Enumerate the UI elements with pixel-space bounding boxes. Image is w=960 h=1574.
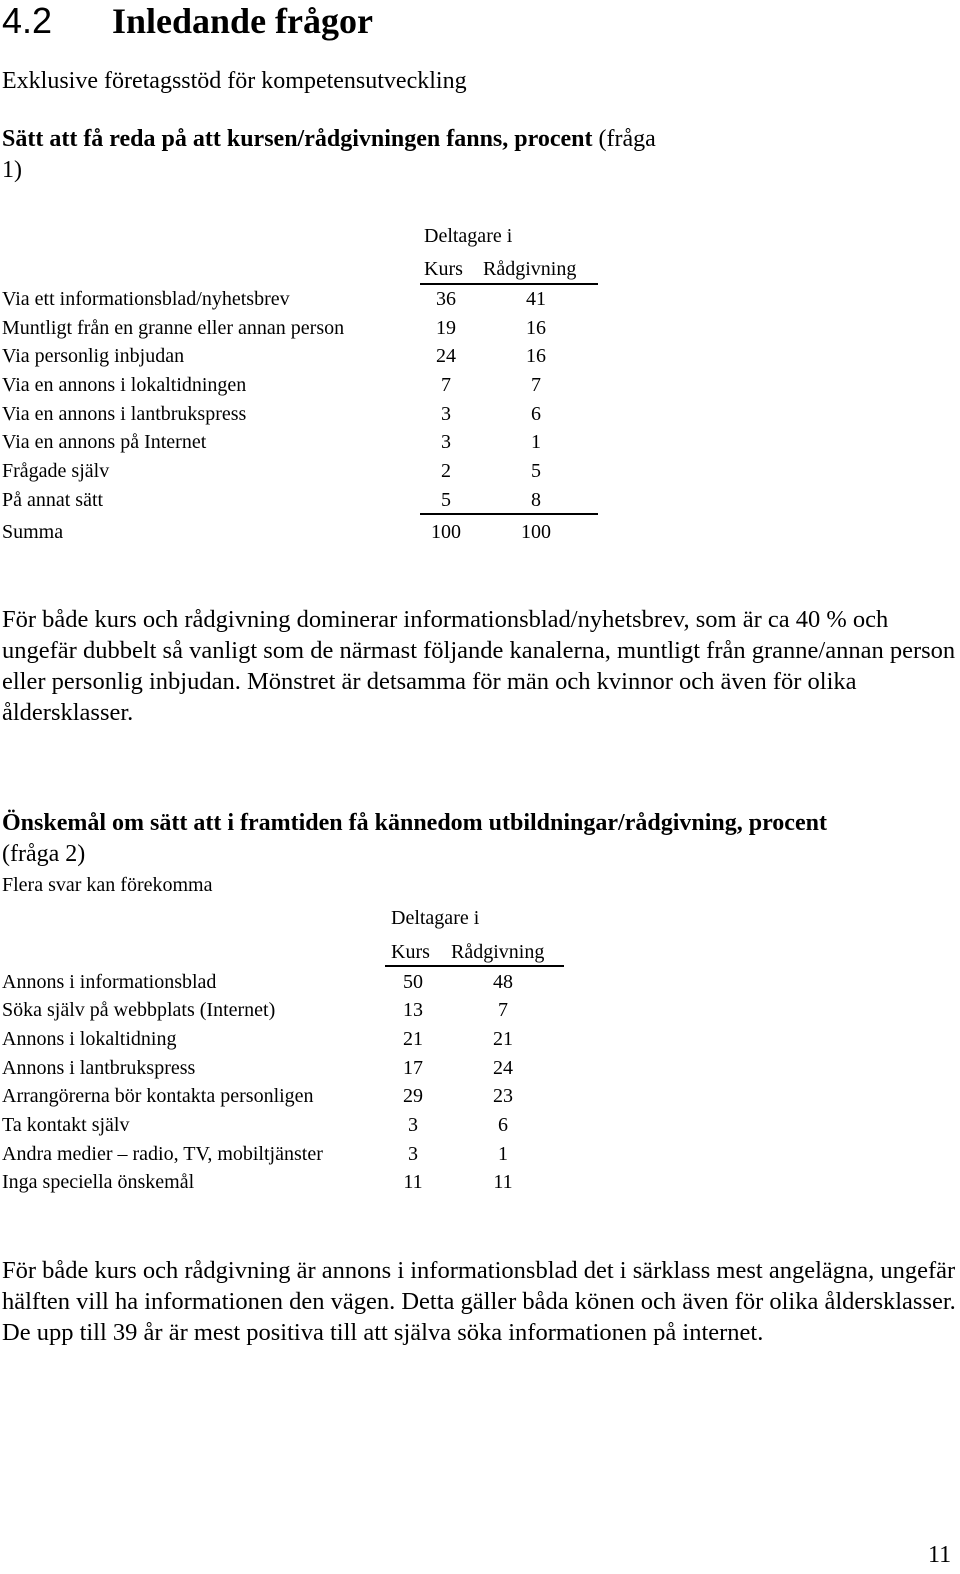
table-row-label: Annons i lantbrukspress: [2, 1057, 196, 1079]
table-cell-kurs: 5: [441, 489, 451, 511]
table-row-label: Via personlig inbjudan: [2, 345, 185, 367]
section-heading: [2, 0, 373, 42]
table1-caption-bold: Sätt att få reda på att kursen/rådgivningen fanns, procent: [2, 126, 593, 152]
table2-note: Flera svar kan förekomma: [2, 874, 213, 896]
table-row-label: Via ett informationsblad/nyhetsbrev: [2, 288, 290, 310]
table-cell-kurs: 50: [403, 971, 423, 993]
table1-sum-radgivning: 100: [521, 521, 551, 543]
table-cell-radgivning: 16: [526, 345, 546, 367]
subtitle: Exklusive företagsstöd för kompetensutveckling: [2, 68, 467, 94]
table-row-label: Annons i lokaltidning: [2, 1028, 177, 1050]
table-cell-radgivning: 41: [526, 288, 546, 310]
table-cell-radgivning: 24: [493, 1057, 513, 1079]
table-cell-kurs: 24: [436, 345, 456, 367]
table-row-label: Arrangörerna bör kontakta personligen: [2, 1085, 314, 1107]
table-cell-radgivning: 1: [498, 1143, 508, 1165]
table-cell-kurs: 3: [441, 431, 451, 453]
table-cell-kurs: 2: [441, 460, 451, 482]
table-cell-kurs: 17: [403, 1057, 423, 1079]
table1-caption-suffix: (fråga: [592, 126, 656, 152]
table-cell-kurs: 21: [403, 1028, 423, 1050]
table1-col-kurs: Kurs: [424, 258, 463, 280]
table-cell-kurs: 19: [436, 317, 456, 339]
table-row-label: Muntligt från en granne eller annan person: [2, 317, 345, 339]
table-cell-radgivning: 6: [531, 403, 541, 425]
table-cell-radgivning: 1: [531, 431, 541, 453]
table-cell-radgivning: 16: [526, 317, 546, 339]
table1-caption: [2, 126, 656, 153]
table-cell-radgivning: 7: [498, 999, 508, 1021]
section-number: 4.2: [2, 0, 53, 41]
table-row-label: Inga speciella önskemål: [2, 1171, 195, 1193]
table-row-label: Annons i informationsblad: [2, 971, 217, 993]
table-row-label: Via en annons på Internet: [2, 431, 207, 453]
section-title: Inledande frågor: [112, 1, 373, 41]
table-row-label: Via en annons i lantbrukspress: [2, 403, 247, 425]
page-number: 11: [928, 1542, 952, 1568]
table-cell-radgivning: 8: [531, 489, 541, 511]
table-row-label: Ta kontakt själv: [2, 1114, 130, 1136]
table-cell-radgivning: 11: [493, 1171, 513, 1193]
table2-header-group: Deltagare i: [391, 907, 480, 929]
table-row-label: På annat sätt: [2, 489, 104, 511]
table1-sum-kurs: 100: [431, 521, 461, 543]
table-cell-kurs: 3: [441, 403, 451, 425]
table-cell-kurs: 29: [403, 1085, 423, 1107]
table1-col-radgivning: Rådgivning: [483, 258, 577, 280]
table2-caption-suffix: (fråga 2): [2, 841, 86, 867]
table-row-label: Via en annons i lokaltidningen: [2, 374, 247, 396]
table1-sum-label: Summa: [2, 521, 64, 543]
table-row-label: Andra medier – radio, TV, mobiltjänster: [2, 1143, 323, 1165]
table2-col-kurs: Kurs: [391, 941, 430, 963]
table-cell-kurs: 3: [408, 1143, 418, 1165]
table-cell-radgivning: 7: [531, 374, 541, 396]
table-cell-radgivning: 48: [493, 971, 513, 993]
table1-header-group: Deltagare i: [424, 225, 513, 247]
paragraph-1: För både kurs och rådgivning dominerar informationsblad/nyhetsbrev, som är ca 40 % och ungefär dubbelt så vanligt som de närmast följande kanalerna, muntligt från granne/annan person eller personlig inbjudan. Mönstret är detsamma för män och kvinnor och även för olika åldersklasser.: [2, 606, 956, 726]
table-cell-radgivning: 23: [493, 1085, 513, 1107]
table-cell-radgivning: 6: [498, 1114, 508, 1136]
table2-header-rule: [385, 965, 564, 967]
table-cell-kurs: 36: [436, 288, 456, 310]
table-row-label: Söka själv på webbplats (Internet): [2, 999, 276, 1021]
table1-sum-rule: [420, 513, 598, 515]
table-cell-kurs: 13: [403, 999, 423, 1021]
table-cell-radgivning: 5: [531, 460, 541, 482]
table-cell-radgivning: 21: [493, 1028, 513, 1050]
table1-caption-line2: 1): [2, 157, 22, 183]
table2-col-radgivning: Rådgivning: [451, 941, 545, 963]
table-cell-kurs: 3: [408, 1114, 418, 1136]
table-row-label: Frågade själv: [2, 460, 110, 482]
table-cell-kurs: 7: [441, 374, 451, 396]
table2-caption: Önskemål om sätt att i framtiden få kännedom utbildningar/rådgivning, procent: [2, 810, 827, 836]
table-cell-kurs: 11: [403, 1171, 423, 1193]
paragraph-2: För både kurs och rådgivning är annons i informationsblad det i särklass mest angelägna, ungefär hälften vill ha informationen den vägen. Detta gäller båda könen och även för olika åldersklasser. De upp till 39 år är mest positiva till att själva söka informationen på internet.: [2, 1257, 956, 1346]
table1-header-rule: [420, 283, 598, 285]
